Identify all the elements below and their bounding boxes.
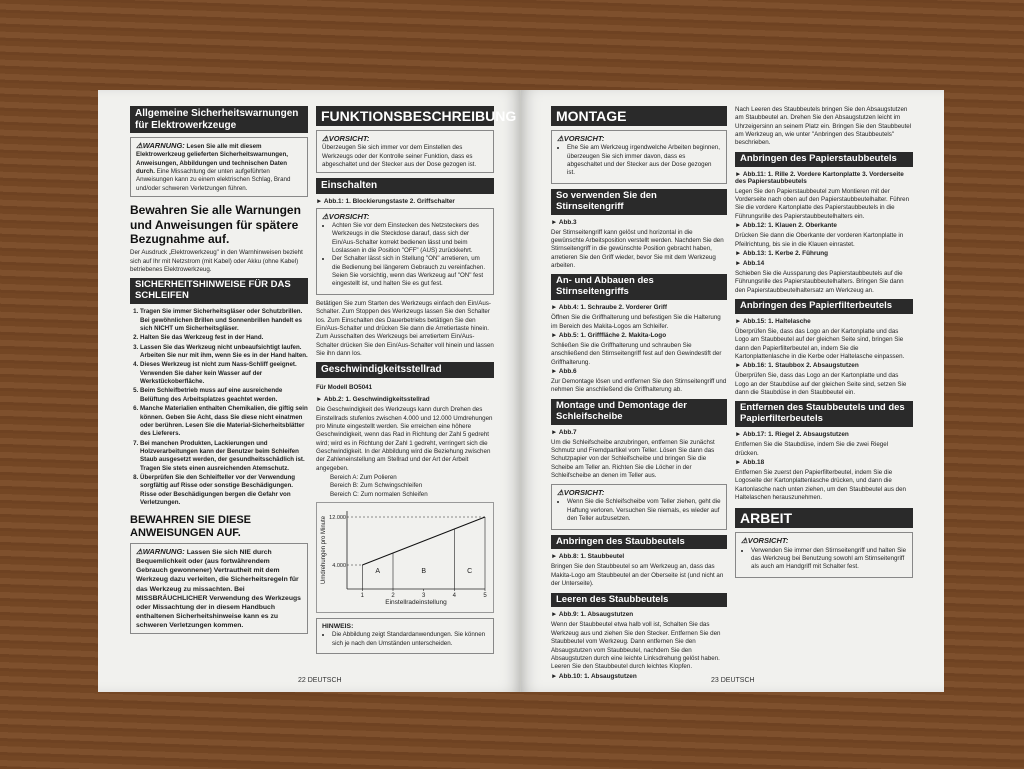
figure-ref-14: ► Abb.14 (735, 259, 765, 267)
warning-bold-text: Lesen Sie alle mit diesem Elektrowerkzeug gelieferten Sicherheitswarnungen, Anweisungen, Abbildungen und technischen Daten durch. (136, 143, 288, 176)
left-column-1 (130, 106, 308, 639)
caution-list (567, 498, 721, 523)
y-axis-label: Umdrehungen pro Minute (321, 516, 327, 585)
filter-text-1: Überprüfen Sie, dass das Logo an der Kartonplatte und das Logo am Staubbeutel auf der gleichen Seite sind, bringen Sie dann den Papierfilterbeutel an, indem Sie die Kartonplattenlasche in die Kerbe oder Haltelasche einpassen. (735, 327, 905, 360)
x-tick-label: 1 (360, 593, 365, 600)
caution-label: ⚠VORSICHT: (557, 134, 605, 144)
warning-text: Lassen Sie sich NIE durch Bequemlichkeit oder (aus fortwährendem Gebrauch gewonnener) Vertrautheit mit dem Werkzeug dazu verleiten, die Sicherheitsregeln für das Werkzeug zu missachten. Bei MISSBRÄUCHLICHER Verwendung des Werkzeugs oder Missachtung der in diesem Handbuch enthaltenen Sicherheitshinweise kann es zu schweren Verletzungen kommen. (136, 548, 301, 630)
list-item: 2. Halten Sie das Werkzeug fest in der Hand. (140, 334, 308, 342)
remove-text-2: Entfernen Sie zuerst den Papierfilterbeutel, indem Sie die Logoseite der Kartonplattenlasche drücken, und dann die Kartonlasche nach unten ziehen, um den Staubbeutel aus den Haltelaschen herauszunehmen. (735, 468, 906, 502)
keep-instructions-text: Der Ausdruck „Elektrowerkzeug" in den Warnhinweisen bezieht sich auf Ihr mit Netzstrom (mit Kabel) oder Akku (ohne Kabel) betriebenes Elektrowerkzeug. (130, 249, 303, 274)
pad-text: Um die Schleifscheibe anzubringen, entfernen Sie zunächst Schmutz und Fremdpartikel vom Teller. Lösen Sie dann das Schutzpapier von der Schleifscheibe und bringen Sie die Scheibe am Teller an. Richten Sie die Löcher in der Schleifscheibe an denen im Teller aus. (551, 438, 715, 479)
heading-front-grip: So verwenden Sie den Stirnseitengriff (551, 189, 727, 215)
caution-box-5 (735, 532, 913, 577)
x-tick-label: 2 (391, 593, 395, 600)
warning-box-1 (130, 137, 308, 197)
caution-list (567, 144, 721, 177)
region-label: C (467, 568, 473, 576)
list-item: • Die Abbildung zeigt Standardanwendungen. Sie können sich je nach den Umständen unterscheiden. (332, 631, 488, 648)
figure-ref-12: ► Abb.12: 1. Klauen 2. Oberkante (735, 222, 837, 230)
caution-box-3 (551, 130, 727, 184)
switch-text: Betätigen Sie zum Starten des Werkzeugs einfach den Ein/Aus-Schalter. Zum Stoppen des Werkzeugs lassen Sie den Schalter los. Zum Einschalten des Dauerbetriebs betätigen Sie den Ein/Aus-Schalter und drücken Sie dann die Arretiertaste hinein. Zum Ausschalten des Werkzeugs bei arretiertem Ein/Aus-Schalter drücken Sie den Ein/Aus-Schalter voll hinein und lassen Sie ihn dann los. (316, 299, 494, 357)
safety-list (140, 308, 308, 507)
list-item: • Der Schalter lässt sich in Stellung "ON" arretieren, um die Bedienung bei längerem Gebrauch zu vereinfachen. Seien Sie vorsichtig, wenn das Werkzeug auf "ON" fest eingestellt ist, und halten Sie es gut fest. (332, 255, 488, 288)
list-item: • Achten Sie vor dem Einstecken des Netzsteckers des Werkzeugs in die Steckdose darauf, dass sich der Ein/Aus-Schalter korrekt bedienen lässt und beim Loslassen in die Position "OFF" (AUS) zurückkehrt. (332, 222, 488, 255)
list-item: 5. Beim Schleifbetrieb muss auf eine ausreichende Belüftung des Arbeitsplatzes geachtet werden. (140, 387, 308, 404)
booklet (98, 90, 944, 692)
caution-box-4 (551, 484, 727, 529)
region-label: B (421, 568, 427, 576)
figure-ref-3: ► Abb.3 (551, 218, 577, 226)
model-label: Für Modell BO5041 (316, 383, 373, 391)
figure-ref-5: ► Abb.5: 1. Grifffläche 2. Makita-Logo (551, 331, 667, 339)
figure-ref-8: ► Abb.8: 1. Staubbeutel (551, 553, 625, 561)
figure-ref-7: ► Abb.7 (551, 428, 577, 436)
paper-text-1: Legen Sie den Papierstaubbeutel zum Montieren mit der Vorderseite nach oben auf den Papierstaubbeutelhalter. Führen Sie die vordere Kartonplatte des Papierstaubbeutels in die Führungsrille des Papierstaubbeutelhalters ein. (735, 187, 910, 220)
grip-fasten-text: Schließen Sie die Griffhalterung und schrauben Sie anschließend den Stirnseitengriff fest auf den Gewindestift der Griffhalterung. (551, 341, 722, 366)
keep-instructions-heading: Bewahren Sie alle Warnungen und Anweisungen für spätere Bezugnahme auf. (130, 203, 301, 246)
heading-switch: Einschalten (316, 178, 494, 194)
left-column-2 (316, 106, 517, 659)
grip-install-text: Öffnen Sie die Griffhalterung und befestigen Sie die Halterung im Bereich des Makita-Logos am Schleifer. (551, 314, 721, 330)
figure-ref-18: ► Abb.18 (735, 458, 765, 466)
figure-ref-11: ► Abb.11: 1. Rille 2. Vordere Kartonplatte 3. Vorderseite des Papierstaubbeutels (735, 170, 904, 185)
heading-pad: Montage und Demontage der Schleifscheibe (551, 399, 727, 425)
x-axis-label: Einstellradeinstellung (385, 599, 447, 607)
heading-function-description: FUNKTIONSBESCHREIBUNG (316, 106, 494, 126)
page-number-left: 22 DEUTSCH (298, 677, 342, 684)
list-item: 4. Dieses Werkzeug ist nicht zum Nass-Schliff geeignet. Verwenden Sie daher kein Wasser auf der Werkstückoberfläche. (140, 361, 308, 386)
heading-sanding-safety: SICHERHEITSHINWEISE FÜR DAS SCHLEIFEN (130, 278, 308, 304)
figure-ref-13: ► Abb.13: 1. Kerbe 2. Führung (735, 249, 829, 257)
figure-ref-17: ► Abb.17: 1. Riegel 2. Absaugstutzen (735, 431, 849, 439)
caution-label: ⚠VORSICHT: (557, 488, 605, 498)
warning-box-2 (130, 543, 308, 635)
right-column-2 (735, 106, 913, 583)
x-tick-label: 4 (452, 593, 457, 600)
warning-label: ⚠WARNUNG: (136, 141, 185, 150)
empty-text: Wenn der Staubbeutel etwa halb voll ist, Schalten Sie das Werkzeug aus und ziehen Sie den Stecker. Entfernen Sie den Staubbeutel vom Werkzeug. Dann entfernen Sie den Absaugstutzen vom Staubbeutel, nachdem Sie den Absaugstutzen durch eine leichte Linksdrehung gelöst haben. Leeren Sie den Staubbeutel durch leichtes Klopfen. (551, 621, 721, 671)
keep-instructions-heading-2: BEWAHREN SIE DIESE ANWEISUNGEN AUF. (130, 513, 252, 539)
figure-ref-10: ► Abb.10: 1. Absaugstutzen (551, 672, 637, 680)
list-item: 3. Lassen Sie das Werkzeug nicht unbeaufsichtigt laufen. Arbeiten Sie nur mit ihm, wenn Sie es in der Hand halten. (140, 344, 308, 361)
figure-ref-4: ► Abb.4: 1. Schraube 2. Vorderer Griff (551, 304, 668, 312)
caution-list (751, 547, 907, 572)
caution-list (332, 222, 488, 289)
figure-ref-16: ► Abb.16: 1. Staubbox 2. Absaugstutzen (735, 362, 859, 370)
range-b: Bereich B: Zum Schwingschleifen (330, 482, 423, 490)
range-c: Bereich C: Zum normalen Schleifen (330, 490, 428, 498)
speed-chart-svg (317, 503, 493, 607)
heading-general-safety: Allgemeine Sicherheitswarnungen für Elektrowerkzeuge (130, 106, 308, 133)
paper-text-3: Schieben Sie die Aussparung des Papierstaubbeutels auf die Führungsrille des Papierstaubbeutelhalters. Bringen Sie dann den Papierstaubbeutelhaltersatz am Werkzeug an. (735, 269, 904, 294)
y-tick-label: 12.000 (329, 515, 346, 522)
list-item: • Wenn Sie die Schleifscheibe vom Teller ziehen, geht die Haftung verloren. Versuchen Sie niemals, es wieder auf den Teller aufzusetzen. (567, 498, 721, 523)
page-number-right: 23 DEUTSCH (711, 677, 755, 684)
range-a: Bereich A: Zum Polieren (330, 474, 397, 482)
bag-text: Bringen Sie den Staubbeutel so am Werkzeug an, dass das Makita-Logo am Staubbeutel an der Oberseite ist (und nicht an der Unterseite). (551, 563, 724, 588)
region-label: A (375, 568, 381, 576)
heading-paper-filter: Anbringen des Papierfilterbeutels (735, 299, 913, 314)
heading-dust-bag: Anbringen des Staubbeutels (551, 535, 727, 550)
heading-speed-dial: Geschwindigkeitsstellrad (316, 362, 494, 378)
figure-ref-2: ► Abb.2: 1. Geschwindigkeitsstellrad (316, 396, 430, 404)
page-left (98, 90, 521, 692)
caution-box-1 (316, 130, 494, 173)
page-right (521, 90, 944, 692)
note-label: HINWEIS: (322, 623, 354, 631)
caution-label: ⚠VORSICHT: (322, 211, 370, 221)
figure-ref-15: ► Abb.15: 1. Haltelasche (735, 317, 811, 325)
intro-text: Nach Leeren des Staubbeutels bringen Sie den Absaugstutzen am Staubbeutel an. Drehen Sie den Absaugstutzen leicht im Uhrzeigersinn an seinem Platz ein. Bringen Sie den Staubbeutel am Werkzeug an, wie unter "Anbringen des Staubbeutels" beschrieben. (735, 106, 912, 147)
note-list (332, 631, 488, 648)
paper-text-2: Drücken Sie dann die Oberkante der vorderen Kartonplatte in Pfeilrichtung, bis sie in die Klauen einrastet. (735, 232, 904, 248)
list-item: 7. Bei manchen Produkten, Lackierungen und Holzverarbeitungen kann der Benutzer beim Schleifen Staub ausgesetzt werden, der gesundheitsschädlich ist. Tragen Sie stets einen ausreichenden Atemschutz. (140, 440, 308, 473)
speed-text: Die Geschwindigkeit des Werkzeugs kann durch Drehen des Einstellrads stufenlos zwischen 4.000 und 12.000 Umdrehungen pro Minute eingestellt werden. Sie erreichen eine höhere Geschwindigkeit, wenn das Rad in Richtung der Zahl 5 gedreht wird; wird es in Richtung der Zahl 1 gedreht, verringert sich die Geschwindigkeit. In der Abbildung wird die Beziehung zwischen der Zahleneinstellung am Stellrad und der Art der Arbeit angegeben. (316, 406, 493, 472)
list-item: 1. Tragen Sie immer Sicherheitsgläser oder Schutzbrillen. Bei gewöhnlichen Brillen und Sonnenbrillen handelt es sich NICHT um Sicherheitsgläser. (140, 308, 308, 333)
list-item: 8. Überprüfen Sie den Schleifteller vor der Verwendung sorgfältig auf Risse oder sonstige Beschädigungen. Risse oder Beschädigungen bergen die Gefahr von Verletzungen. (140, 474, 308, 507)
x-tick-label: 3 (421, 593, 426, 600)
x-tick-label: 5 (483, 593, 487, 600)
caution-label: ⚠VORSICHT: (741, 536, 789, 546)
y-tick-label: 4.000 (332, 563, 346, 570)
warning-label: ⚠WARNUNG: (136, 546, 185, 556)
heading-remove-bag: Entfernen des Staubbeutels und des Papierfilterbeutels (735, 401, 913, 427)
warning-text: Eine Missachtung der unten aufgeführten Anweisungen kann zu einem elektrischen Schlag, Brand und/oder schweren Verletzungen führen. (136, 168, 291, 192)
heading-paper-bag: Anbringen des Papierstaubbeutels (735, 152, 913, 167)
speed-chart (316, 502, 494, 613)
right-column-1 (551, 106, 727, 683)
series-line (362, 517, 485, 565)
caution-label: ⚠VORSICHT: (322, 134, 370, 144)
remove-text-1: Entfernen Sie die Staubdüse, indem Sie die zwei Riegel drücken. (735, 441, 889, 457)
figure-ref-1: ► Abb.1: 1. Blockierungstaste 2. Griffschalter (316, 197, 455, 205)
list-item: • Ehe Sie am Werkzeug irgendwelche Arbeiten beginnen, überzeugen Sie sich immer davon, dass es abgeschaltet und der Stecker aus der Dose gezogen ist. (567, 144, 721, 177)
list-item: • Verwenden Sie immer den Stirnseitengriff und halten Sie das Werkzeug bei Benutzung sowohl am Stirnseitengriff als auch am Handgriff mit Schalter fest. (751, 547, 907, 572)
filter-text-2: Überprüfen Sie, dass das Logo an der Kartonplatte und das Logo an der Staubdüse auf der gleichen Seite sind, setzen Sie dann die Staubdüse in den Staubbeutel ein. (735, 372, 907, 397)
heading-empty-bag: Leeren des Staubbeutels (551, 593, 727, 608)
heading-mounting: MONTAGE (551, 106, 727, 126)
caution-box-2 (316, 208, 494, 295)
figure-ref-6: ► Abb.6 (551, 367, 577, 375)
figure-ref-9: ► Abb.9: 1. Absaugstutzen (551, 611, 634, 619)
list-item: 6. Manche Materialien enthalten Chemikalien, die giftig sein können. Geben Sie Acht, dass Sie diese nicht einatmen oder berühren. Lesen Sie die Material-Sicherheitsblätter des Lieferers. (140, 405, 308, 438)
heading-work: ARBEIT (735, 508, 913, 528)
note-box (316, 618, 494, 654)
caution-text: Überzeugen Sie sich immer vor dem Einstellen des Werkzeugs oder der Kontrolle seiner Funktion, dass es abgeschaltet und der Stecker aus der Dose gezogen ist. (322, 144, 477, 168)
grip-text: Der Stirnseitengriff kann gelöst und horizontal in die gewünschte Arbeitsposition verstellt werden. Nachdem Sie den Stirnseitengriff in die gewünschte Position gebracht haben, arretieren Sie den Griff wieder, bevor Sie mit dem Werkzeug arbeiten. (551, 228, 724, 269)
grip-remove-text: Zur Demontage lösen und entfernen Sie den Stirnseitengriff und nehmen Sie anschließend die Griffhalterung ab. (551, 377, 727, 394)
heading-grip-install: An- und Abbauen des Stirnseitengriffs (551, 274, 727, 300)
